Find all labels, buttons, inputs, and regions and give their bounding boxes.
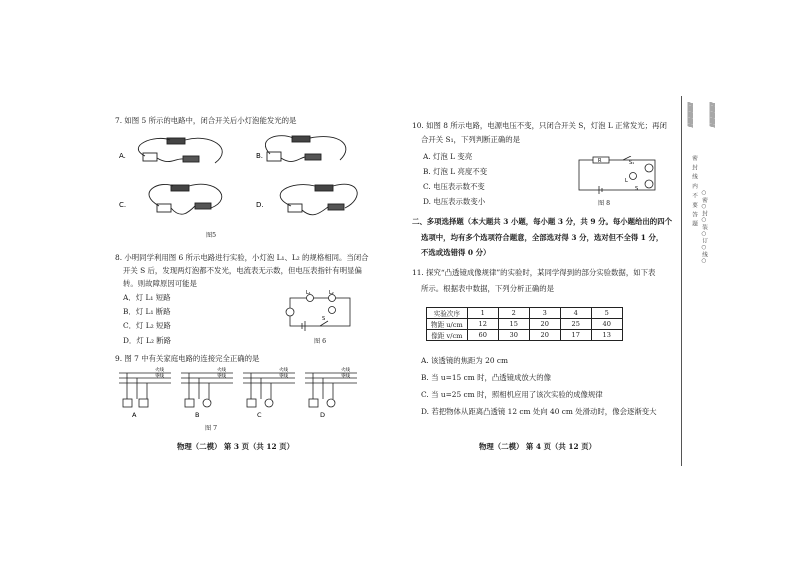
fig6-label-l2: L₂ [329, 290, 334, 296]
q8-stem-line2: 开关 S 后，发现两灯泡都不发光，电流表无示数，但电压表指针有明显偏 [123, 266, 362, 275]
binding-slash-left: //////////////////////// [686, 102, 693, 127]
table-cell: 像距 v/cm [427, 330, 468, 341]
q8-option-d: D．灯 L₂ 断路 [123, 336, 172, 345]
fig7-label-d: D [320, 411, 326, 419]
q10-option-a: A. 灯泡 L 变亮 [423, 152, 473, 161]
fig7-a-live: 火线 [155, 368, 164, 373]
binding-word: 要 [691, 201, 697, 209]
binding-word: 题 [691, 220, 697, 228]
table-cell: 15 [498, 319, 529, 330]
section2-line3: 不选或选错得 0 分） [421, 248, 491, 257]
footer-page-3: 物理（二模） 第 3 页（共 12 页） [177, 442, 294, 451]
binding-seal-marks: ○密○封○装○订○线○ [701, 190, 707, 265]
fig8-label-s: S [635, 186, 639, 192]
fig5-label-d: D. [256, 201, 264, 209]
table-cell: 3 [529, 308, 560, 319]
q8-option-c: C．灯 L₂ 短路 [123, 321, 171, 330]
fig8-caption: 图 8 [598, 200, 611, 207]
table-cell: 2 [498, 308, 529, 319]
q9-stem: 9. 图 7 中有关家庭电路的连接完全正确的是 [115, 354, 260, 363]
q8-stem-line3: 转。则故障原因可能是 [123, 279, 197, 288]
table-cell: 4 [560, 308, 591, 319]
table-row [427, 319, 623, 330]
binding-word: 内 [691, 183, 697, 190]
fig6-caption: 图 6 [314, 338, 327, 345]
binding-word: 封 [691, 164, 697, 171]
table-cell: 实验次序 [427, 308, 468, 319]
table-cell: 25 [560, 319, 591, 330]
q7-stem: 7. 如图 5 所示的电路中，闭合开关后小灯泡能发光的是 [115, 116, 297, 125]
q10-stem-line2: 合开关 S₁，下列判断正确的是 [421, 135, 521, 144]
footer-page-4: 物理（二模） 第 4 页（共 12 页） [479, 442, 596, 451]
table-cell: 17 [560, 330, 591, 341]
fig7-label-a: A [132, 411, 137, 419]
table-cell: 30 [498, 330, 529, 341]
fig8-label-s1: S₁ [629, 160, 635, 166]
table-cell: 60 [467, 330, 498, 341]
q8-option-b: B．灯 L₁ 断路 [123, 307, 171, 316]
fig7-label-c: C [257, 411, 262, 419]
figure-8 [573, 156, 663, 196]
fig7-b-live: 火线 [217, 368, 226, 373]
q11-option-a: A. 该透镜的焦距为 20 cm [421, 356, 509, 365]
table-cell: 5 [591, 308, 622, 319]
binding-word: 密 [691, 155, 697, 162]
fig5-label-c: C. [119, 201, 127, 209]
fig7-label-b: B [195, 411, 200, 419]
table-cell: 1 [467, 308, 498, 319]
table-cell: 40 [591, 319, 622, 330]
fig5-caption: 图5 [206, 232, 217, 239]
q11-option-d: D. 若把物体从距离凸透镜 12 cm 处向 40 cm 处滑动时，像会逐渐变大 [421, 407, 657, 416]
fig6-label-s: S [322, 316, 326, 322]
fig7-caption: 图 7 [205, 425, 218, 432]
table-row [427, 308, 623, 319]
figure-5 [115, 128, 365, 226]
figure-6 [280, 288, 360, 334]
table-row [427, 330, 623, 341]
table-cell: 20 [529, 319, 560, 330]
fig5-label-b: B. [256, 152, 264, 160]
binding-words [690, 155, 698, 375]
fig7-c-neutral: 零线 [279, 374, 288, 379]
q11-stem-line1: 11. 探究“凸透镜成像规律”的实验时，某同学得到的部分实验数据，如下表 [412, 268, 656, 277]
q11-option-c: C. 当 u=25 cm 时，照相机应用了该次实验的成像规律 [421, 390, 603, 399]
binding-slash-right: //////////////////////// [708, 102, 715, 127]
table-cell: 物距 u/cm [427, 319, 468, 330]
binding-word: 答 [691, 211, 697, 218]
table-cell: 20 [529, 330, 560, 341]
fig7-d-neutral: 零线 [341, 374, 350, 379]
fig6-label-l1: L₁ [306, 290, 311, 296]
section2-line2: 选项中，均有多个选项符合题意，全部选对得 3 分，选对但不全得 1 分， [421, 233, 664, 242]
figure-7 [115, 367, 365, 419]
table-cell: 13 [591, 330, 622, 341]
q11-data-table [426, 307, 623, 341]
q10-option-c: C. 电压表示数不变 [423, 182, 485, 191]
q10-option-d: D. 电压表示数变小 [423, 197, 486, 206]
table-cell: 12 [467, 319, 498, 330]
q11-option-b: B. 当 u=15 cm 时，凸透镜成放大的像 [421, 373, 551, 382]
q10-stem-line1: 10. 如图 8 所示电路，电源电压不变，只闭合开关 S，灯泡 L 正常发光；再闭 [412, 121, 667, 130]
section2-line1: 二、多项选择题（本大题共 3 小题，每小题 3 分，共 9 分。每小题给出的四个 [412, 217, 672, 226]
fig7-b-neutral: 零线 [217, 374, 226, 379]
q11-stem-line2: 所示。根据表中数据，下列分析正确的是 [421, 284, 555, 293]
fig7-a-neutral: 零线 [155, 374, 164, 379]
fig8-label-l: L [625, 178, 628, 184]
fig7-c-live: 火线 [279, 368, 288, 373]
fig8-label-r: R [598, 158, 602, 164]
fig7-d-live: 火线 [341, 368, 350, 373]
q10-option-b: B. 灯泡 L 亮度不变 [423, 167, 488, 176]
binding-word: 不 [691, 192, 697, 200]
q8-option-a: A．灯 L₁ 短路 [123, 293, 171, 302]
q8-stem-line1: 8. 小明同学利用图 6 所示电路进行实验，小灯泡 L₁、L₂ 的规格相同。当闭合 [115, 253, 369, 262]
fig5-label-a: A. [119, 152, 126, 160]
binding-word: 线 [691, 173, 697, 181]
